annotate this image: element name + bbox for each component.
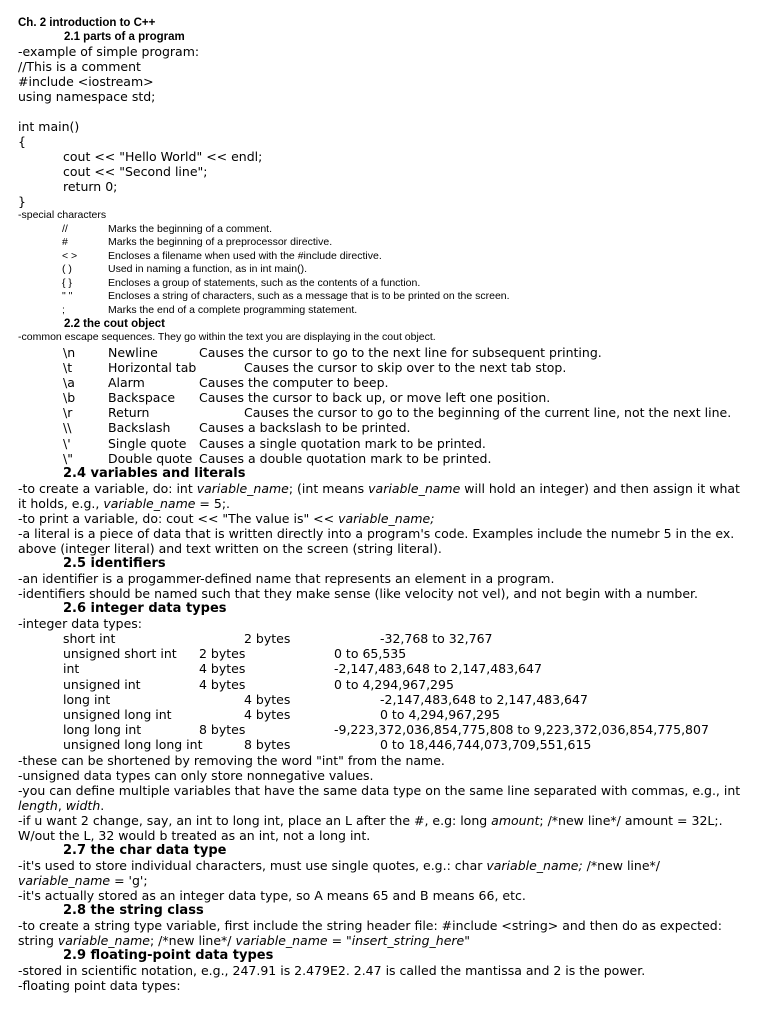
escape-sequence: \n bbox=[63, 344, 76, 360]
escape-sequence: \r bbox=[63, 405, 73, 421]
special-char-row bbox=[18, 290, 758, 304]
paragraph-line: -you can define multiple variables that have the same data type on the same line separated with commas, e.g., int bbox=[18, 782, 741, 798]
section-heading-2-4: 2.4 variables and literals bbox=[63, 466, 246, 481]
escape-name: Horizontal tab bbox=[108, 359, 197, 375]
paragraph-line: -identifiers should be named such that they make sense (like velocity not vel), and not begin with a number. bbox=[18, 586, 699, 601]
special-description: Encloses a string of characters, such as a message that is to be printed on the screen. bbox=[108, 290, 510, 302]
type-name: long int bbox=[63, 691, 111, 707]
section-heading-2-7: 2.7 the char data type bbox=[63, 842, 227, 858]
paragraph-line: it holds, e.g., variable_name = 5;. bbox=[18, 496, 231, 511]
type-size: 8 bytes bbox=[199, 722, 246, 738]
integer-types-table bbox=[18, 631, 758, 753]
special-char-row bbox=[18, 263, 758, 277]
example-intro: -example of simple program: bbox=[18, 44, 200, 59]
section-heading-2-6: 2.6 integer data types bbox=[63, 601, 227, 616]
escape-row bbox=[18, 360, 758, 375]
escape-sequence: \\ bbox=[63, 420, 72, 436]
escape-row bbox=[18, 345, 758, 360]
special-characters-heading: -special characters bbox=[18, 209, 107, 221]
code-blank-line bbox=[18, 104, 758, 119]
paragraph-line: -to create a string type variable, first include the string header file: #include <string> and then do as expected: bbox=[18, 917, 722, 933]
integer-type-row bbox=[18, 631, 758, 646]
special-description: Marks the beginning of a comment. bbox=[108, 222, 273, 235]
type-range: 0 to 65,535 bbox=[334, 646, 407, 662]
escape-description: Causes a backslash to be printed. bbox=[199, 420, 411, 436]
type-size: 2 bytes bbox=[199, 646, 246, 662]
special-char-row bbox=[18, 223, 758, 237]
escape-description: Causes the cursor to skip over to the next tab stop. bbox=[244, 359, 567, 375]
type-name: unsigned long int bbox=[63, 706, 172, 722]
special-description: Used in naming a function, as in int main(). bbox=[108, 263, 308, 275]
paragraph-line: -if u want 2 change, say, an int to long int, place an L after the #, e.g: long amount; /*new line*/ amount = 32L;. bbox=[18, 812, 723, 828]
paragraph-line: -to print a variable, do: cout << "The value is" << variable_name; bbox=[18, 511, 435, 526]
special-symbol: " " bbox=[62, 290, 73, 302]
paragraph-line: -floating point data types: bbox=[18, 977, 181, 993]
escape-row bbox=[18, 420, 758, 435]
type-name: unsigned int bbox=[63, 676, 141, 692]
special-description: Encloses a filename when used with the #include directive. bbox=[108, 249, 382, 262]
code-line: using namespace std; bbox=[18, 89, 156, 104]
escape-description: Causes the cursor to back up, or move left one position. bbox=[199, 390, 551, 406]
code-line: cout << "Hello World" << endl; bbox=[63, 149, 263, 164]
section-heading-2-8: 2.8 the string class bbox=[63, 902, 204, 918]
type-range: -9,223,372,036,854,775,808 to 9,223,372,036,854,775,807 bbox=[334, 722, 709, 738]
type-size: 4 bytes bbox=[244, 691, 291, 707]
paragraph-line: variable_name = 'g'; bbox=[18, 872, 148, 888]
code-line: return 0; bbox=[63, 179, 118, 194]
code-line: #include <iostream> bbox=[18, 74, 154, 89]
document-page bbox=[18, 16, 758, 993]
escape-description: Causes a double quotation mark to be printed. bbox=[199, 450, 492, 466]
escape-row bbox=[18, 375, 758, 390]
paragraph-line: -unsigned data types can only store nonnegative values. bbox=[18, 767, 374, 783]
escape-name: Backspace bbox=[108, 390, 176, 406]
escape-row bbox=[18, 390, 758, 405]
paragraph-line: above (integer literal) and text written on the screen (string literal). bbox=[18, 541, 442, 556]
paragraph-line: -to create a variable, do: int variable_name; (int means variable_name will hold an integer) and then assign it what bbox=[18, 481, 740, 496]
paragraph-line: -it's used to store individual characters, must use single quotes, e.g.: char variable_name; /*new line*/ bbox=[18, 857, 660, 873]
type-size: 2 bytes bbox=[244, 631, 291, 646]
code-line: //This is a comment bbox=[18, 59, 141, 74]
section-heading-2-5: 2.5 identifiers bbox=[63, 556, 166, 571]
type-range: -32,768 to 32,767 bbox=[380, 631, 493, 646]
escape-name: Single quote bbox=[108, 435, 187, 451]
type-range: 0 to 4,294,967,295 bbox=[380, 706, 500, 722]
section-heading-2-2: 2.2 the cout object bbox=[64, 318, 165, 330]
type-range: 0 to 4,294,967,295 bbox=[334, 676, 454, 692]
escape-sequence: \t bbox=[63, 359, 73, 375]
type-name: short int bbox=[63, 631, 116, 646]
paragraph-line: string variable_name; /*new line*/ variable_name = "insert_string_here" bbox=[18, 932, 470, 948]
type-range: 0 to 18,446,744,073,709,551,615 bbox=[380, 737, 592, 753]
section-heading-2-9: 2.9 floating-point data types bbox=[63, 947, 274, 963]
special-symbol: { } bbox=[62, 276, 72, 289]
paragraph-line: W/out the L, 32 would b treated as an int, not a long int. bbox=[18, 827, 371, 843]
type-range: -2,147,483,648 to 2,147,483,647 bbox=[380, 691, 588, 707]
type-size: 4 bytes bbox=[199, 661, 246, 677]
code-line: int main() bbox=[18, 119, 80, 134]
escape-description: Causes the cursor to go to the beginning of the current line, not the next line. bbox=[244, 405, 732, 421]
integer-type-row bbox=[18, 737, 758, 752]
integer-type-row bbox=[18, 677, 758, 692]
escape-sequence: \' bbox=[63, 435, 71, 451]
special-symbol: ( ) bbox=[62, 263, 72, 275]
special-symbol: ; bbox=[62, 303, 65, 316]
integer-type-row bbox=[18, 692, 758, 707]
type-size: 4 bytes bbox=[244, 706, 291, 722]
type-size: 8 bytes bbox=[244, 737, 291, 753]
escape-name: Backslash bbox=[108, 420, 171, 436]
paragraph-line: -an identifier is a progammer-defined name that represents an element in a program. bbox=[18, 571, 555, 586]
code-example bbox=[18, 59, 758, 209]
special-description: Marks the beginning of a preprocessor directive. bbox=[108, 236, 333, 248]
escape-row bbox=[18, 436, 758, 451]
special-char-row bbox=[18, 250, 758, 264]
escape-name: Return bbox=[108, 405, 150, 421]
paragraph-line: -stored in scientific notation, e.g., 247.91 is 2.479E2. 2.47 is called the mantissa and 2 is the power. bbox=[18, 962, 646, 978]
escape-row bbox=[18, 405, 758, 420]
escape-sequence: \a bbox=[63, 374, 75, 390]
special-char-row bbox=[18, 236, 758, 250]
escape-name: Alarm bbox=[108, 374, 145, 390]
escape-name: Newline bbox=[108, 344, 158, 360]
type-range: -2,147,483,648 to 2,147,483,647 bbox=[334, 661, 542, 677]
integer-types-intro: -integer data types: bbox=[18, 616, 143, 631]
paragraph-line: -these can be shortened by removing the word "int" from the name. bbox=[18, 752, 445, 768]
type-name: long long int bbox=[63, 722, 142, 738]
escape-sequence: \b bbox=[63, 390, 76, 406]
integer-type-row bbox=[18, 661, 758, 676]
special-symbol: < > bbox=[62, 249, 78, 262]
special-symbol: # bbox=[62, 236, 68, 248]
code-line: { bbox=[18, 134, 26, 149]
escape-row bbox=[18, 451, 758, 466]
type-name: int bbox=[63, 661, 80, 677]
section-heading-2-1: 2.1 parts of a program bbox=[64, 31, 185, 43]
escape-sequence: \" bbox=[63, 450, 73, 466]
escape-sequences-intro: -common escape sequences. They go within the text you are displaying in the cout object. bbox=[18, 331, 436, 343]
special-characters-table bbox=[18, 223, 758, 318]
paragraph-line: -a literal is a piece of data that is written directly into a program's code. Examples include the numebr 5 in the ex. bbox=[18, 526, 735, 541]
paragraph-line: -it's actually stored as an integer data type, so A means 65 and B means 66, etc. bbox=[18, 887, 526, 903]
type-size: 4 bytes bbox=[199, 676, 246, 692]
chapter-title: Ch. 2 introduction to C++ bbox=[18, 17, 156, 29]
special-symbol: // bbox=[62, 222, 68, 235]
special-char-row bbox=[18, 277, 758, 291]
escape-sequences-table bbox=[18, 345, 758, 467]
type-name: unsigned long long int bbox=[63, 737, 203, 753]
paragraph-line: length, width. bbox=[18, 797, 105, 813]
special-description: Encloses a group of statements, such as the contents of a function. bbox=[108, 276, 421, 289]
integer-type-row bbox=[18, 707, 758, 722]
code-line: cout << "Second line"; bbox=[63, 164, 208, 179]
special-description: Marks the end of a complete programming statement. bbox=[108, 303, 358, 316]
escape-description: Causes the computer to beep. bbox=[199, 374, 389, 390]
integer-type-row bbox=[18, 722, 758, 737]
code-line: } bbox=[18, 194, 26, 209]
escape-name: Double quote bbox=[108, 450, 193, 466]
integer-type-row bbox=[18, 646, 758, 661]
escape-description: Causes a single quotation mark to be printed. bbox=[199, 435, 486, 451]
escape-description: Causes the cursor to go to the next line for subsequent printing. bbox=[199, 344, 602, 360]
type-name: unsigned short int bbox=[63, 646, 177, 662]
special-char-row bbox=[18, 304, 758, 318]
